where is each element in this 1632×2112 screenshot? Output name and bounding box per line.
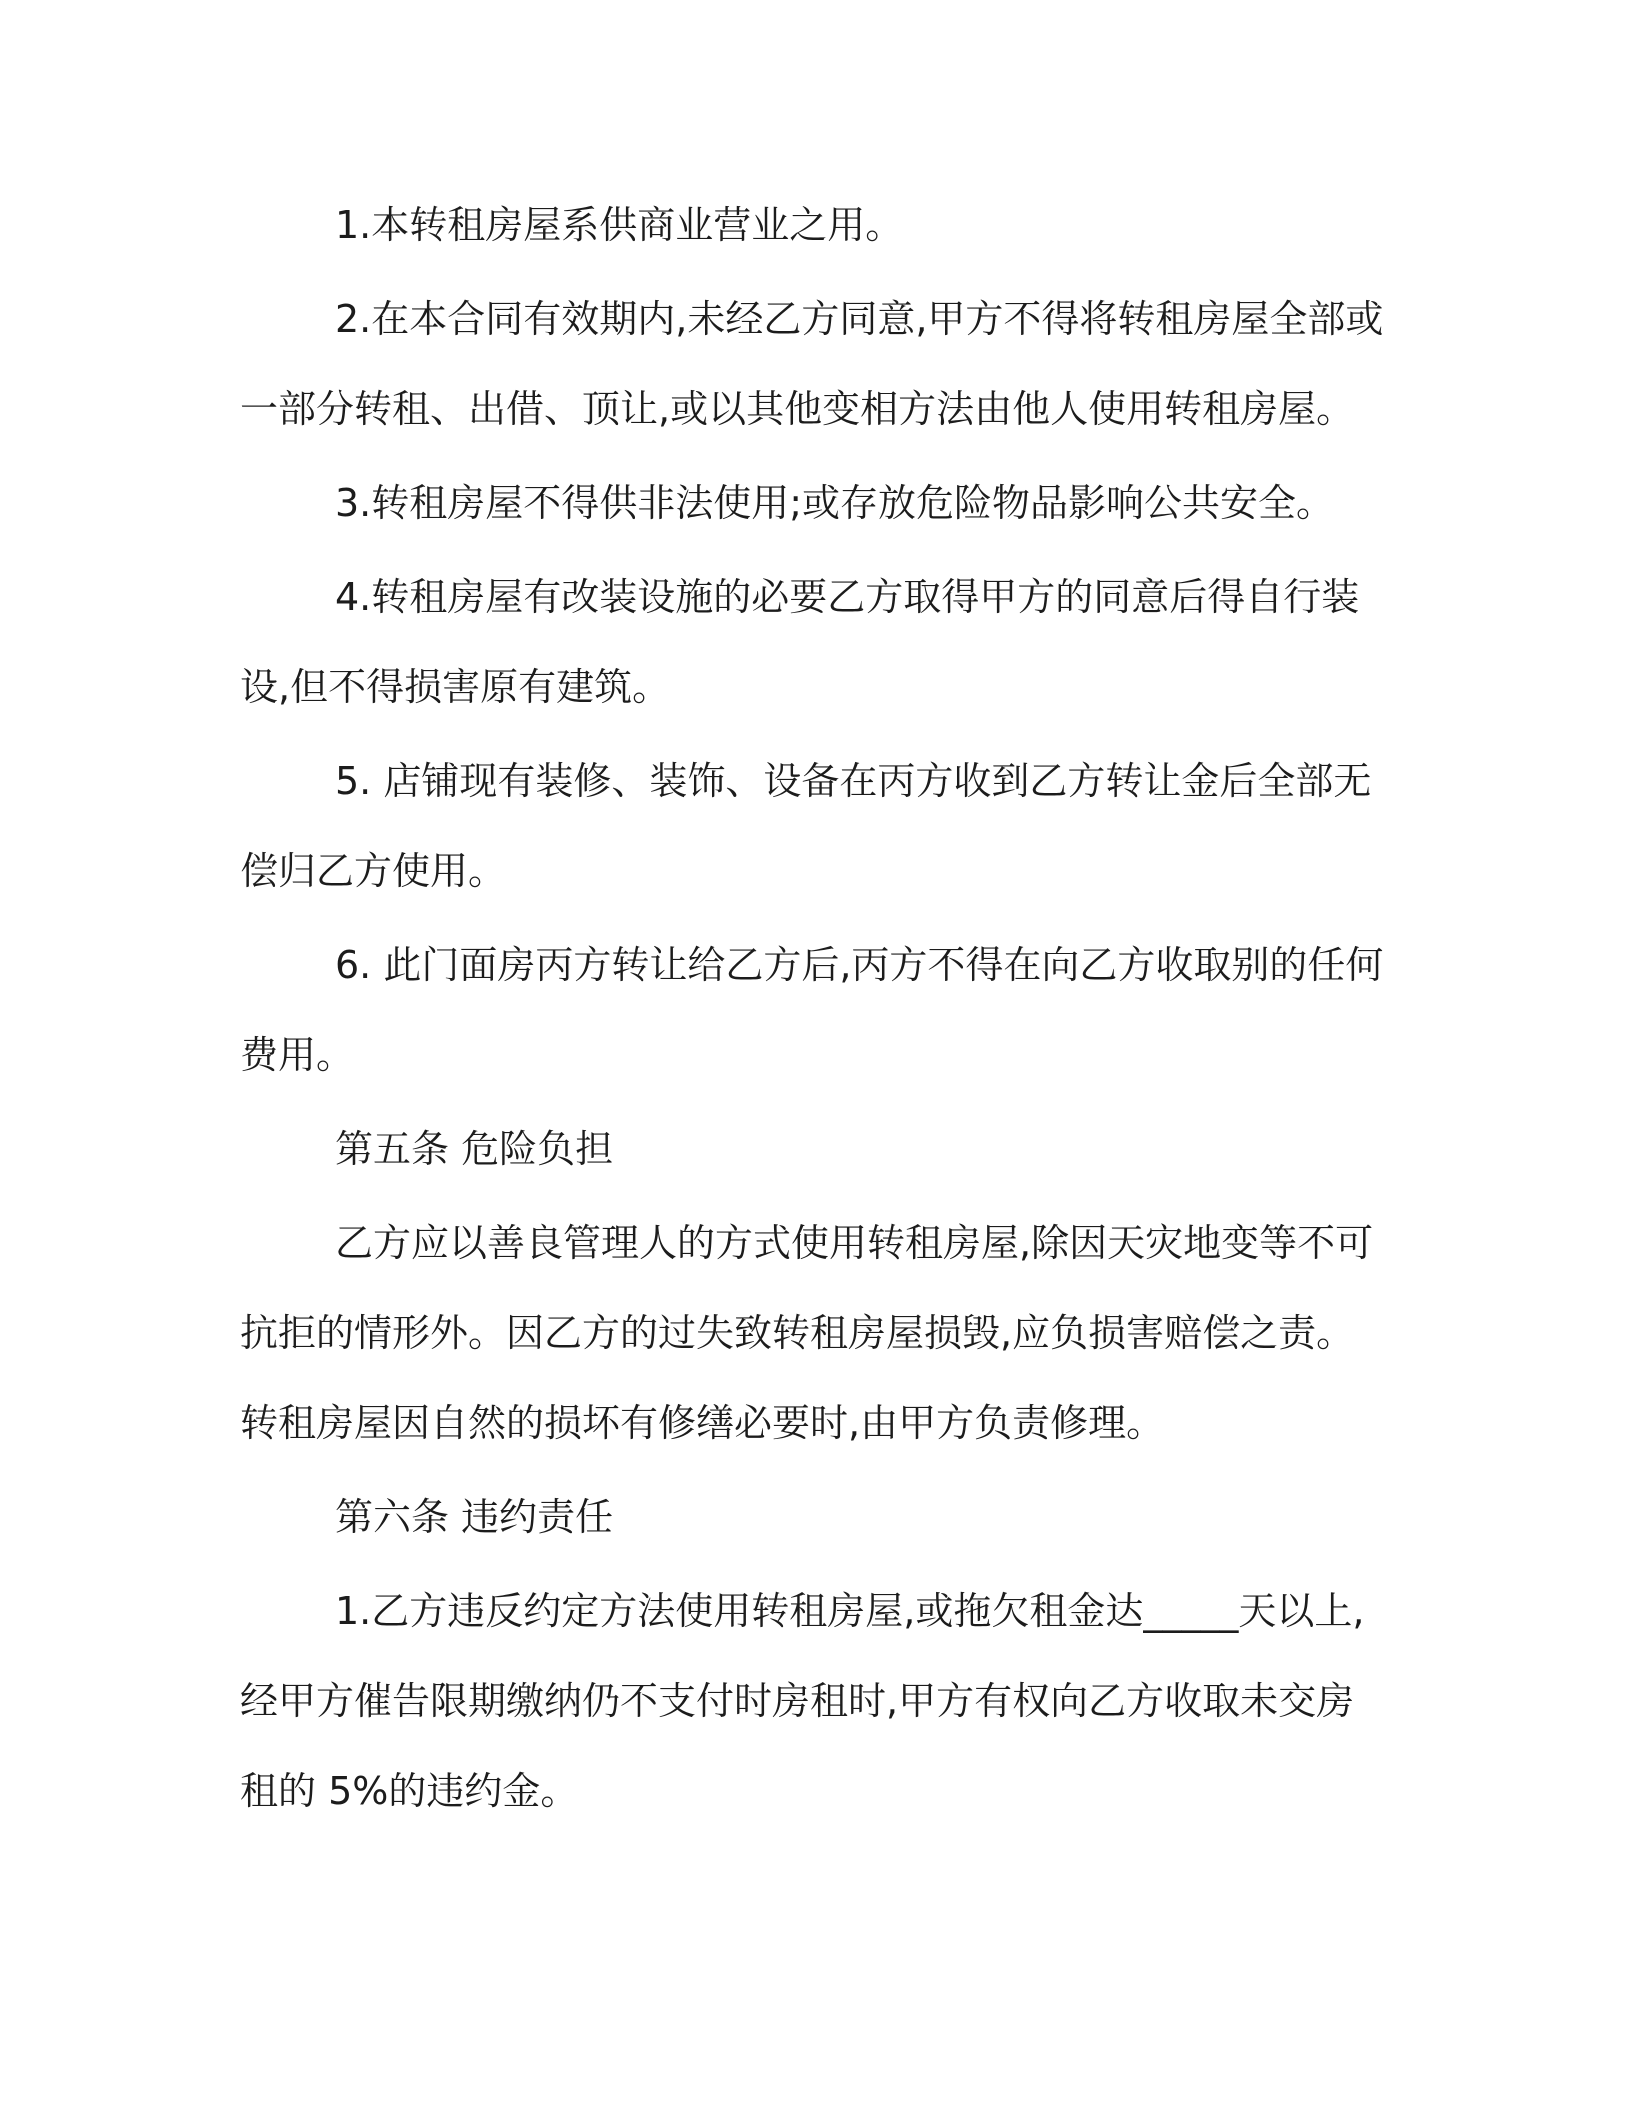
document-body (240, 180, 1390, 1840)
clause-item-1: 1.本转租房屋系供商业营业之用。 (335, 203, 904, 247)
clause-item-5: 5. 店铺现有装修、装饰、设备在丙方收到乙方转让金后全部无偿归乙方使用。 (240, 759, 1372, 893)
clause-item-4: 4.转租房屋有改装设施的必要乙方取得甲方的同意后得自行装设,但不得损害原有建筑。 (240, 575, 1360, 709)
clause-item-6: 6. 此门面房丙方转让给乙方后,丙方不得在向乙方收取别的任何费用。 (240, 943, 1384, 1077)
breach-clause-1: 1.乙方违反约定方法使用转租房屋,或拖欠租金达_____天以上,经甲方催告限期缴纳仍不支付时房租时,甲方有权向乙方收取未交房租的 5%的违约金。 (240, 1589, 1365, 1813)
article-6-heading: 第六条 违约责任 (335, 1495, 614, 1539)
article-5-heading: 第五条 危险负担 (335, 1127, 614, 1171)
clause-item-3: 3.转租房屋不得供非法使用;或存放危险物品影响公共安全。 (335, 481, 1335, 525)
clause-item-2: 2.在本合同有效期内,未经乙方同意,甲方不得将转租房屋全部或一部分转租、出借、顶让,或以其他变相方法由他人使用转租房屋。 (240, 297, 1384, 431)
risk-paragraph: 乙方应以善良管理人的方式使用转租房屋,除因天灾地变等不可抗拒的情形外。因乙方的过失致转租房屋损毁,应负损害赔偿之责。转租房屋因自然的损坏有修缮必要时,由甲方负责修理。 (240, 1221, 1374, 1445)
